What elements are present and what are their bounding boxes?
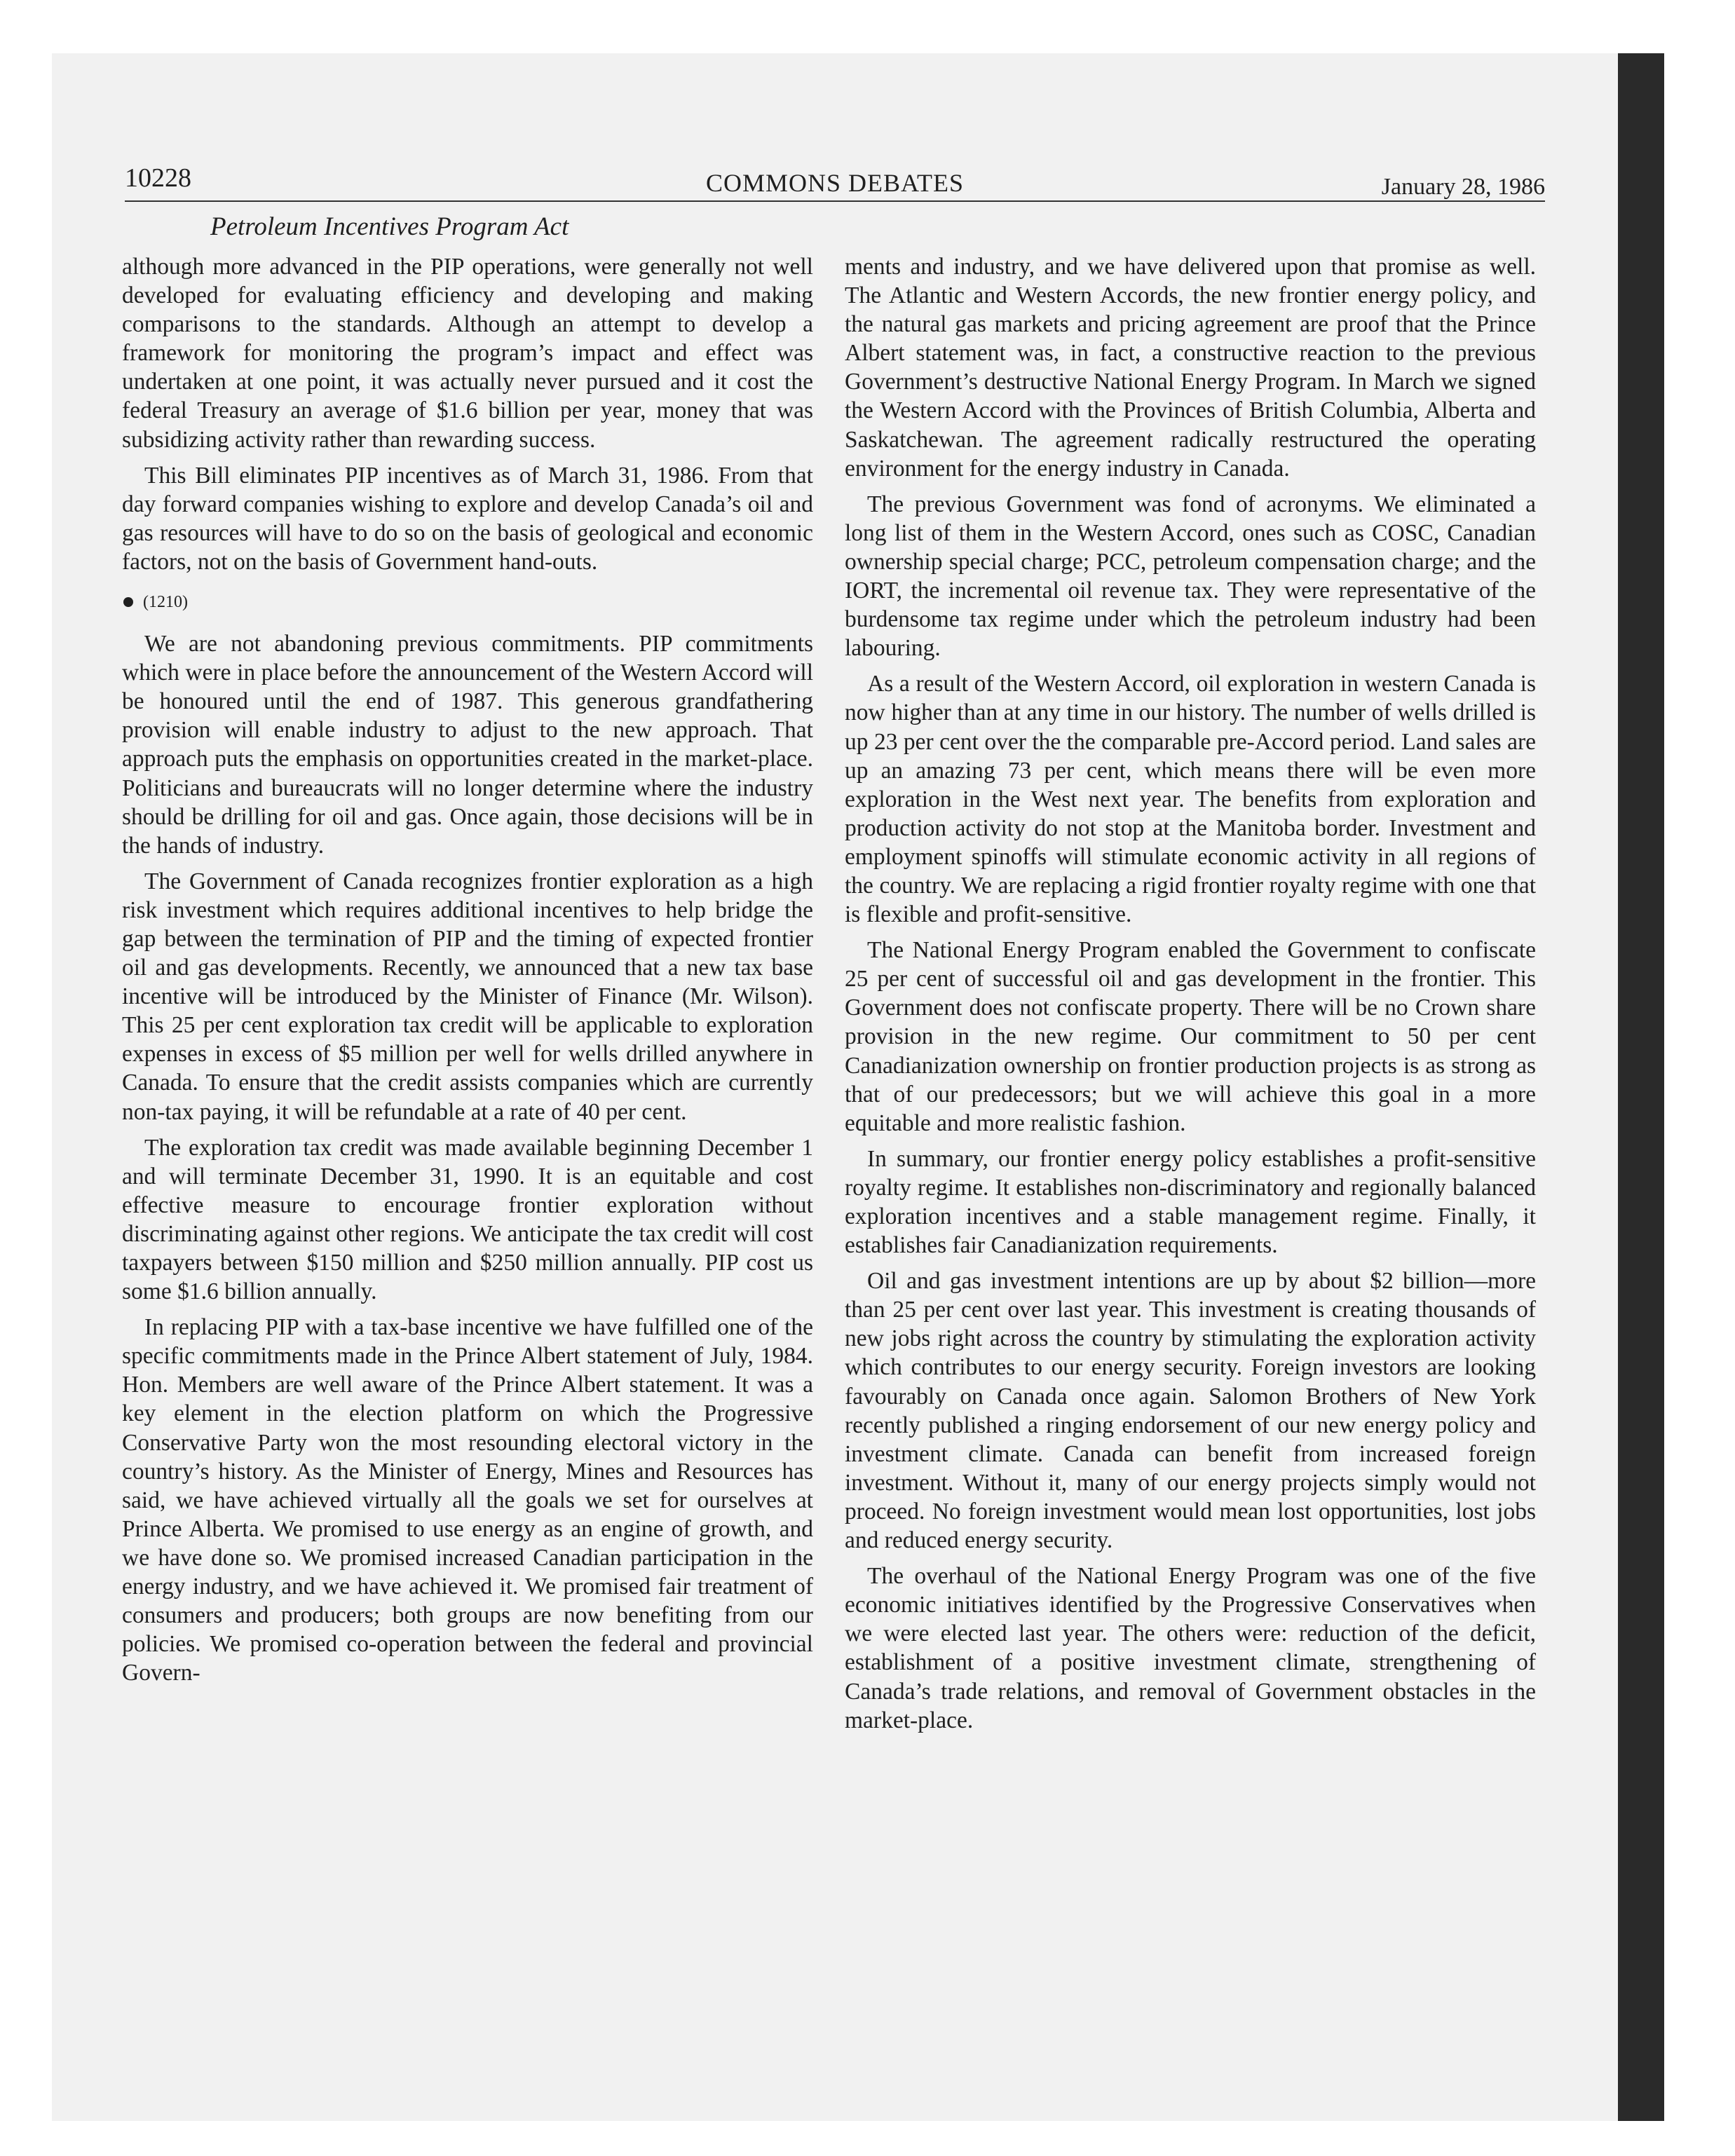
right-column [845,252,1536,1742]
section-title: Petroleum Incentives Program Act [210,212,569,241]
paragraph: ments and industry, and we have delivered upon that promise as well. The Atlantic and Western Accords, the new frontier energy policy, and the natural gas markets and pricing agreement are proof that the Prince Albert statement was, in fact, a constructive reaction to the previous Government’s destructive National Energy Program. In March we signed the Western Accord with the Provinces of British Columbia, Alberta and Saskatchewan. The agreement radically restructured the operating environment for the energy industry in Canada. [845,254,1536,482]
paragraph: The Government of Canada recognizes frontier exploration as a high risk investment which requires additional incentives to help bridge the gap between the termination of PIP and the timing of expected frontier oil and gas developments. Recently, we announced that a new tax base incentive will be introduced by the Minister of Finance (Mr. Wilson). This 25 per cent exploration tax credit will be applicable to exploration expenses in excess of $5 million per well for wells drilled anywhere in Canada. To ensure that the credit assists companies which are currently non-tax paying, it will be refundable at a rate of 40 per cent. [122,868,813,1125]
paragraph: We are not abandoning previous commitments. PIP commitments which were in place before the announcement of the Western Accord will be honoured until the end of 1987. This generous grandfathering provision will enable industry to adjust to the new approach. That approach puts the emphasis on opportunities created in the market-place. Politicians and bureaucrats will no longer determine where the industry should be drilling for oil and gas. Once again, those decisions will be in the hands of industry. [122,631,813,859]
running-title: COMMONS DEBATES [705,169,965,197]
bullet-icon [123,597,133,607]
paragraph: The overhaul of the National Energy Program was one of the five economic initiatives identified by the Progressive Conservatives when we were elected last year. The others were: reduction of the deficit, establishment of a positive investment climate, strengthening of Canada’s trade relations, and removal of Government obstacles in the market-place. [845,1563,1536,1733]
paragraph: As a result of the Western Accord, oil exploration in western Canada is now higher than at any time in our history. The number of wells drilled is up 23 per cent over the the comparable pre-Accord period. Land sales are up an amazing 73 per cent, which means there will be even more exploration in the West next year. The benefits from exploration and production activity do not stop at the Manitoba border. Investment and employment spinoffs will stimulate economic activity in all regions of the country. We are replacing a rigid frontier royalty regime with one that is flexible and profit-sensitive. [845,671,1536,928]
header-date: January 28, 1986 [1381,174,1545,200]
paragraph: although more advanced in the PIP operations, were generally not well developed for evaluating efficiency and developing and making comparisons to the standards. Although an attempt to develop a framework for monitoring the program’s impact and effect was undertaken at one point, it was actually never pursued and it cost the federal Treasury an average of $1.6 billion per year, money that was subsidizing activity rather than rewarding success. [122,254,813,453]
page-header [125,163,1545,202]
paragraph: In replacing PIP with a tax-base incentive we have fulfilled one of the specific commitments made in the Prince Albert statement of July, 1984. Hon. Members are well aware of the Prince Albert statement. It was a key element in the election platform on which the Progressive Conservative Party won the most resounding electoral victory in the country’s history. As the Minister of Energy, Mines and Resources has said, we have achieved virtually all the goals we set for ourselves at Prince Alberta. We promised to use energy as an engine of growth, and we have done so. We promised increased Canadian participation in the energy industry, and we have achieved it. We promised fair treatment of consumers and producers; both groups are now benefiting from our policies. We promised co-operation between the federal and provincial Govern- [122,1314,813,1686]
paragraph: In summary, our frontier energy policy establishes a profit-sensitive royalty regime. It establishes non-discriminatory and regionally balanced exploration incentives and a stable management regime. Finally, it establishes fair Canadianization requirements. [845,1145,1536,1259]
paragraph: The exploration tax credit was made available beginning December 1 and will terminate December 31, 1990. It is an equitable and cost effective measure to encourage frontier exploration without discriminating against other regions. We anticipate the tax credit will cost taxpayers between $150 million and $250 million annually. PIP cost us some $1.6 billion annually. [122,1134,813,1305]
left-column [122,252,813,1694]
paragraph: This Bill eliminates PIP incentives as of March 31, 1986. From that day forward companies wishing to explore and develop Canada’s oil and gas resources will have to do so on the basis of geological and economic factors, not on the basis of Government hand-outs. [122,462,813,575]
time-marker [122,592,813,613]
paragraph: The National Energy Program enabled the Government to confiscate 25 per cent of successful oil and gas development in the frontier. This Government does not confiscate property. There will be no Crown share provision in the new regime. Our commitment to 50 per cent Canadianization ownership on frontier production projects is as strong as that of our predecessors; but we will achieve this goal in a more equitable and more realistic fashion. [845,937,1536,1136]
time-marker-label: (1210) [143,593,188,612]
paragraph: The previous Government was fond of acronyms. We eliminated a long list of them in the Western Accord, ones such as COSC, Canadian ownership special charge; PCC, petroleum compensation charge; and the IORT, the incremental oil revenue tax. They were representative of the burdensome tax regime under which the petroleum industry had been labouring. [845,491,1536,662]
page-number: 10228 [125,163,191,193]
paragraph: Oil and gas investment intentions are up by about $2 billion—more than 25 per cent over last year. This investment is creating thousands of new jobs right across the country by stimulating the exploration activity which contributes to our energy security. Foreign investors are looking favourably on Canada once again. Salomon Brothers of New York recently published a ringing endorsement of our new energy policy and investment climate. Canada can benefit from increased foreign investment. Without it, many of our energy projects simply would not proceed. No foreign investment would mean lost opportunities, lost jobs and reduced energy security. [845,1268,1536,1554]
